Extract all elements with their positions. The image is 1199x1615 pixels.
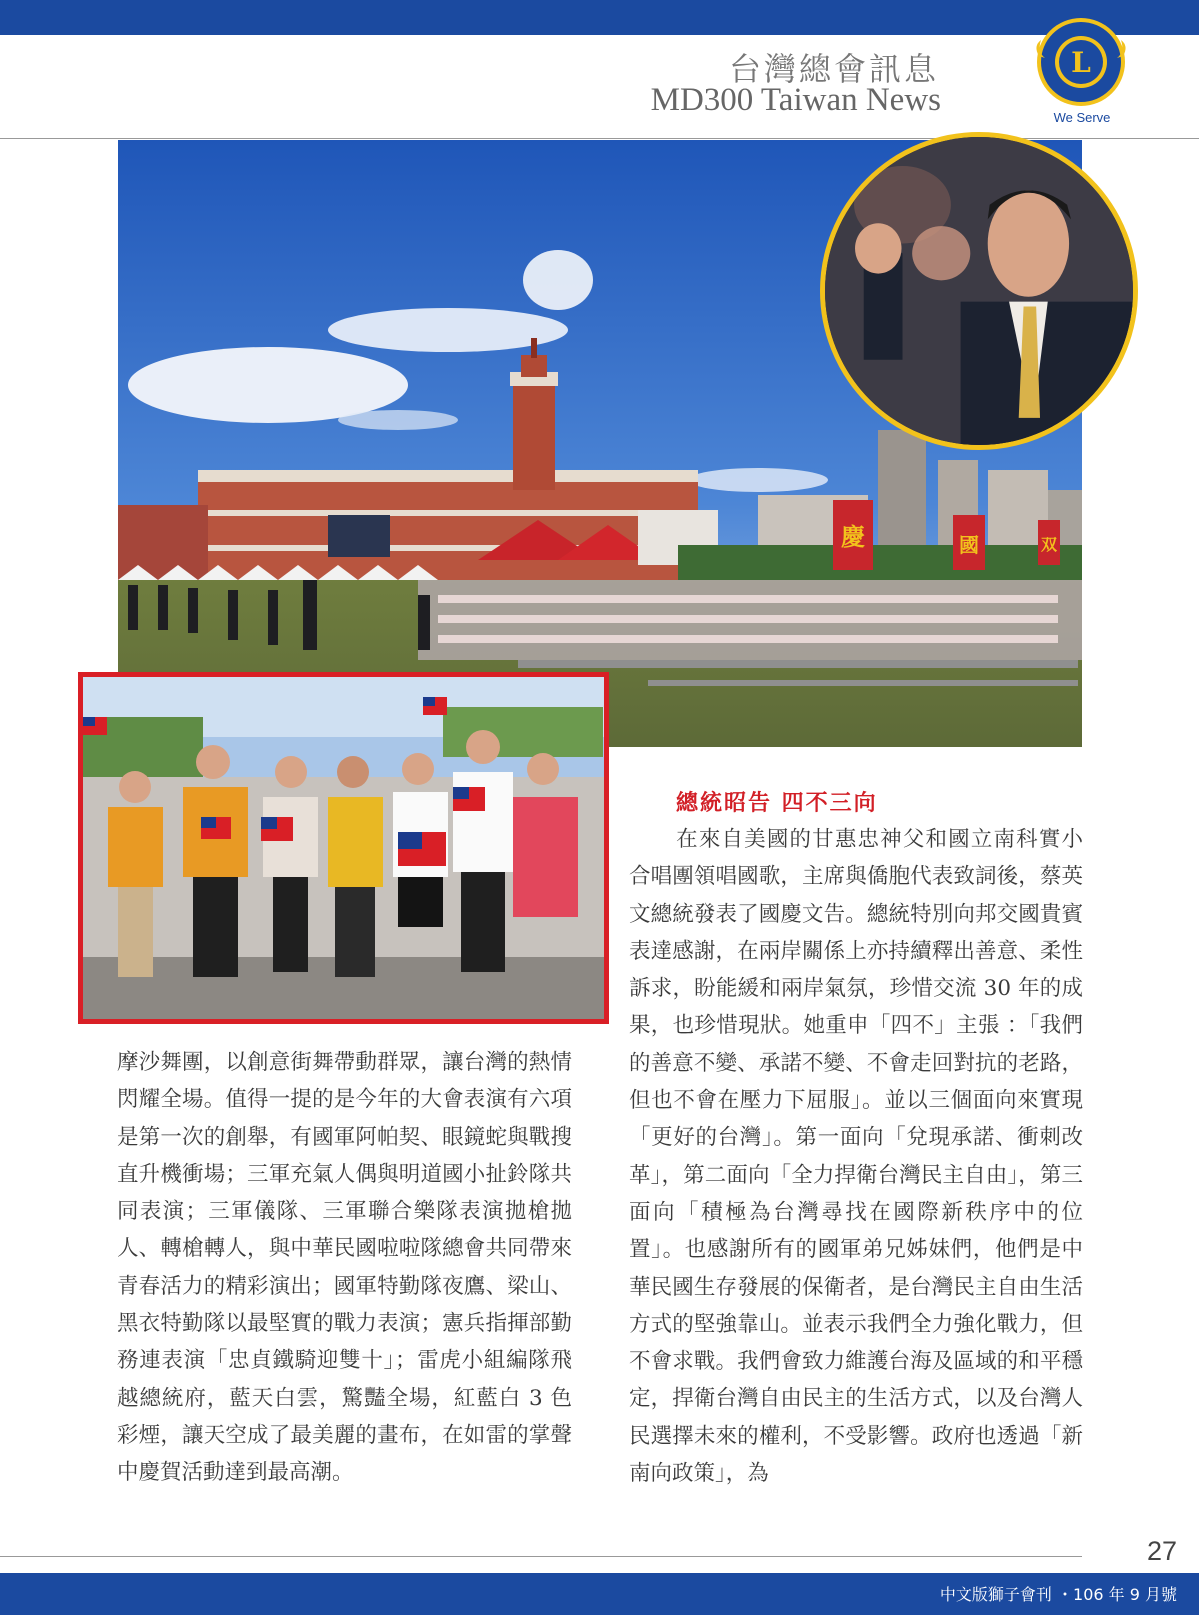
article-left-column: 摩沙舞團，以創意街舞帶動群眾，讓台灣的熱情閃耀全場。值得一提的是今年的大會表演有六項是第一次的創舉，有國軍阿帕契、眼鏡蛇與戰搜直升機衝場；三軍充氣人偶與明道國小扯鈴隊共同表演；三軍儀隊、三軍聯合樂隊表演拋槍拋人、轉槍轉人，與中華民國啦啦隊總會共同帶來青春活力的精彩演出；國軍特勤隊夜鷹、梁山、黑衣特勤隊以最堅實的戰力表演；憲兵指揮部勤務連表演「忠貞鐵騎迎雙十」；雷虎小組編隊飛越總統府，藍天白雲，驚豔全場，紅藍白 3 色彩煙，讓天空成了最美麗的畫布，在如雷的掌聲中慶賀活動達到最高潮。 <box>117 1050 572 1486</box>
banner-character: 双 <box>1040 535 1058 554</box>
logo-tagline: We Serve <box>1053 110 1111 125</box>
page-number: 27 <box>1146 1536 1177 1566</box>
article-right-column <box>629 821 1083 1492</box>
footer-caption: 中文版獅子會刊 ・106 年 9 月號 <box>939 1585 1177 1604</box>
group-photo-lions-members <box>78 672 609 1024</box>
section-title-chinese: 台灣總會訊息 <box>728 50 939 88</box>
banner-character: 慶 <box>841 522 865 551</box>
banner-character: 國 <box>959 533 979 557</box>
footer-divider <box>0 1556 1082 1557</box>
section-heading: 總統昭告 四不三向 <box>676 791 878 816</box>
section-title-english: MD300 Taiwan News <box>650 82 941 118</box>
article-right-text: 在來自美國的甘惠忠神父和國立南科實小合唱團領唱國歌，主席與僑胞代表致詞後，蔡英文總統發表了國慶文告。總統特別向邦交國貴賓表達感謝，在兩岸關係上亦持續釋出善意、柔性訴求，盼能緩和兩岸氣氛，珍惜交流 30 年的成果，也珍惜現狀。她重申「四不」主張 ：「我們的善意不變、承諾不變、不會走回對抗的老路，但也不會在壓力下屈服」。並以三個面向來實現「更好的台灣」。第一面向「兌現承諾、衝刺改革」，第二面向「全力捍衛台灣民主自由」，第三面向「積極為台灣尋找在國際新秩序中的位置」。也感謝所有的國軍弟兄姊妹們，他們是中華民國生存發展的保衛者，是台灣民主自由生活方式的堅強靠山。並表示我們全力強化戰力，但不會求戰。我們會致力維護台海及區域的和平穩定，捍衛台灣自由民主的生活方式，以及台灣人民選擇未來的權利，不受影響。政府也透過「新南向政策」，為 <box>629 827 1083 1487</box>
logo-letter: L <box>1071 46 1091 79</box>
inset-portrait-photo <box>820 132 1138 450</box>
top-color-bar <box>0 0 1199 35</box>
